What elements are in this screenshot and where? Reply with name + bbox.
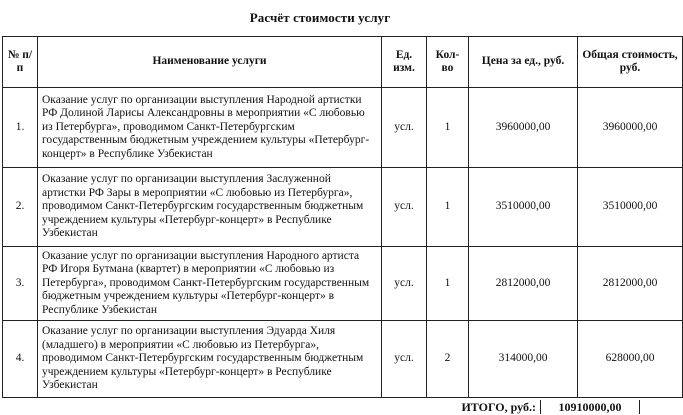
header-qty: Кол-во [427, 37, 469, 88]
row-qty: 1 [427, 88, 469, 168]
row-price: 2812000,00 [469, 247, 578, 321]
row-qty: 2 [427, 321, 469, 398]
document-title: Расчёт стоимости услуг [249, 10, 391, 25]
table-row [3, 88, 683, 168]
table-row [3, 168, 683, 247]
total-line [0, 400, 640, 414]
table-row [3, 321, 683, 398]
services-table [2, 36, 683, 398]
table-row [3, 247, 683, 321]
header-num: № п/п [3, 37, 38, 88]
row-num: 1. [3, 88, 38, 168]
header-name: Наименование услуги [38, 37, 382, 88]
row-qty: 1 [427, 247, 469, 321]
row-total: 3960000,00 [578, 88, 683, 168]
row-total: 3510000,00 [578, 168, 683, 247]
row-unit: усл. [382, 321, 427, 398]
table-header-row [3, 37, 683, 88]
row-name: Оказание услуг по организации выступления Эдуарда Хиля (младшего) в мероприятии «С любовью из Петербурга», проводимом Санкт-Петербургским государственным бюджетным учреждением культуры «Петербург-концерт» в Республике Узбекистан [38, 321, 382, 398]
row-name: Оказание услуг по организации выступления Заслуженной артистки РФ Зары в мероприятии «С любовью из Петербурга», проводимом Санкт-Петербургским государственным бюджетным учреждением культуры «Петербург-концерт» в Республике Узбекистан [38, 168, 382, 247]
row-price: 314000,00 [469, 321, 578, 398]
header-price: Цена за ед., руб. [469, 37, 578, 88]
row-unit: усл. [382, 168, 427, 247]
row-name: Оказание услуг по организации выступления Народной артистки РФ Долиной Ларисы Александровны в мероприятии «С любовью из Петербурга», проводимом Санкт-Петербургским государственным бюджетным учреждением культуры «Петербург-концерт» в Республике Узбекистан [38, 88, 382, 168]
row-price: 3960000,00 [469, 88, 578, 168]
header-unit: Ед. изм. [382, 37, 427, 88]
row-unit: усл. [382, 247, 427, 321]
row-total: 628000,00 [578, 321, 683, 398]
row-name: Оказание услуг по организации выступления Народного артиста РФ Игоря Бутмана (квартет) в мероприятии «С любовью из Петербурга», проводимом Санкт-Петербургским государственным бюджетным учреждением культуры «Петербург-концерт» в Республике Узбекистан [38, 247, 382, 321]
row-num: 2. [3, 168, 38, 247]
row-price: 3510000,00 [469, 168, 578, 247]
total-label: ИТОГО, руб.: [461, 400, 536, 414]
row-unit: усл. [382, 88, 427, 168]
total-value: 10910000,00 [540, 400, 640, 414]
row-num: 3. [3, 247, 38, 321]
header-total: Общая стоимость, руб. [578, 37, 683, 88]
row-qty: 1 [427, 168, 469, 247]
row-total: 2812000,00 [578, 247, 683, 321]
row-num: 4. [3, 321, 38, 398]
